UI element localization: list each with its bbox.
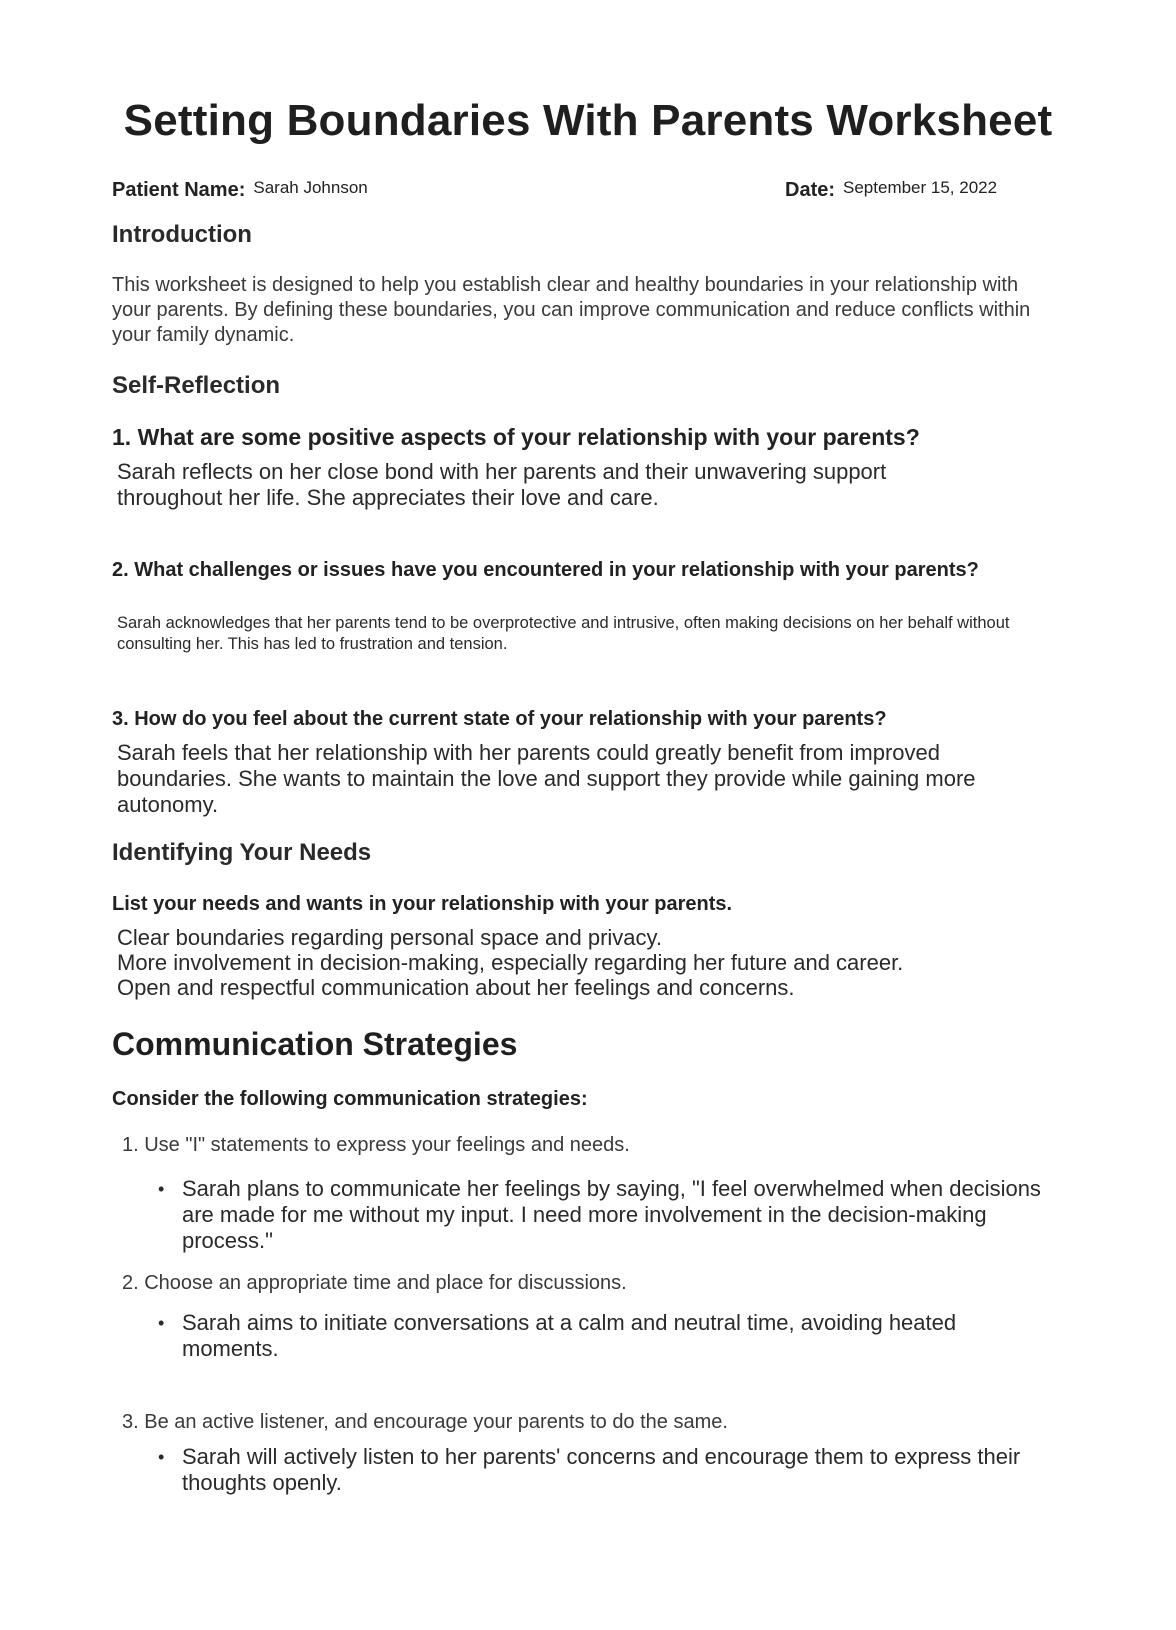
strategy-1-label: 1. Use "I" statements to express your feelings and needs.: [122, 1134, 630, 1156]
communication-prompt: Consider the following communication strategies:: [112, 1088, 588, 1110]
date-field: [785, 178, 997, 202]
strategy-3-label: 3. Be an active listener, and encourage your parents to do the same.: [122, 1411, 728, 1433]
bullet-icon: •: [158, 1313, 165, 1333]
communication-strategies-heading: Communication Strategies: [112, 1026, 518, 1062]
question-1: 1. What are some positive aspects of your relationship with your parents?: [112, 424, 920, 450]
needs-item: More involvement in decision-making, especially regarding her future and career.: [117, 950, 904, 975]
introduction-heading: Introduction: [112, 221, 252, 248]
patient-name-value: Sarah Johnson: [253, 178, 368, 197]
bullet-icon: •: [158, 1447, 165, 1467]
needs-item: Open and respectful communication about her feelings and concerns.: [117, 975, 795, 1000]
date-label: Date:: [785, 179, 836, 201]
date-value: September 15, 2022: [843, 178, 998, 197]
answer-2: Sarah acknowledges that her parents tend to be overprotective and intrusive, often making decisions on her behalf without consulting her. This has led to frustration and tension.: [117, 614, 1010, 653]
strategy-3-text: Sarah will actively listen to her parents' concerns and encourage them to express their thoughts openly.: [182, 1444, 1021, 1495]
strategy-1-text: Sarah plans to communicate her feelings by saying, "I feel overwhelmed when decisions are made for me without my input. I need more involvement in the decision-making process.": [182, 1176, 1041, 1253]
needs-prompt: List your needs and wants in your relationship with your parents.: [112, 893, 733, 915]
answer-1: Sarah reflects on her close bond with her parents and their unwavering support throughout her life. She appreciates their love and care.: [117, 459, 887, 510]
bullet-icon: •: [158, 1179, 165, 1199]
strategy-2-text: Sarah aims to initiate conversations at a calm and neutral time, avoiding heated moments.: [182, 1310, 957, 1361]
question-3: 3. How do you feel about the current state of your relationship with your parents?: [112, 708, 887, 730]
needs-list: [117, 925, 1057, 1000]
strategy-2-label: 2. Choose an appropriate time and place for discussions.: [122, 1272, 627, 1294]
answer-3: Sarah feels that her relationship with her parents could greatly benefit from improved boundaries. She wants to maintain the love and support they provide while gaining more autonomy.: [117, 740, 976, 817]
needs-item: Clear boundaries regarding personal space and privacy.: [117, 925, 663, 950]
identifying-needs-heading: Identifying Your Needs: [112, 839, 372, 866]
patient-name-label: Patient Name:: [112, 179, 246, 201]
patient-name-field: [112, 178, 368, 202]
page-title: Setting Boundaries With Parents Worksheet: [123, 96, 1053, 145]
introduction-text: This worksheet is designed to help you establish clear and healthy boundaries in your relationship with your parents. By defining these boundaries, you can improve communication and reduce conflicts within your family dynamic.: [112, 274, 1031, 346]
self-reflection-heading: Self-Reflection: [112, 372, 281, 399]
question-2: 2. What challenges or issues have you encountered in your relationship with your parents?: [112, 559, 979, 581]
